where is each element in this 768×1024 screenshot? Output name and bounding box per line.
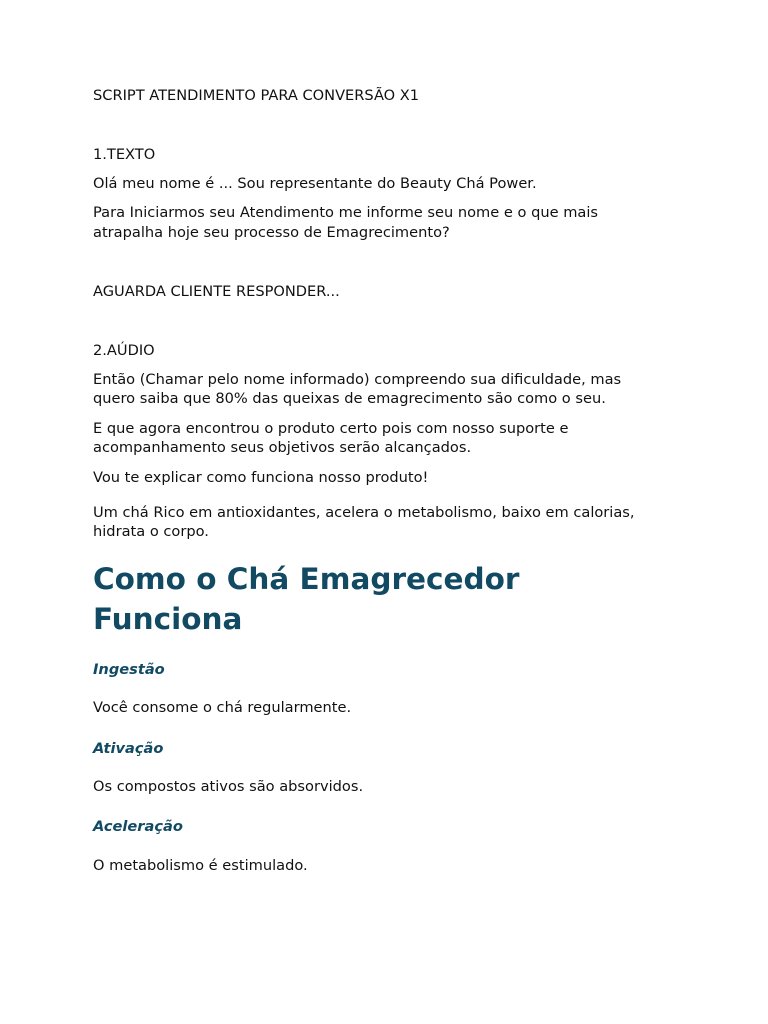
section-2-line-3: E que agora encontrou o produto certo pois com nosso suporte e	[93, 420, 569, 437]
step-ingestao-description: Você consome o chá regularmente.	[93, 699, 352, 716]
section-1-line-3: atrapalha hoje seu processo de Emagrecimento?	[93, 224, 450, 241]
section-2-line-2: quero saiba que 80% das queixas de emagrecimento são como o seu.	[93, 390, 606, 407]
section-1-label: 1.TEXTO	[93, 146, 156, 163]
section-2-line-4: acompanhamento seus objetivos serão alcançados.	[93, 439, 472, 456]
how-it-works-title-line-1: Como o Chá Emagrecedor	[93, 562, 520, 596]
section-2-line-7: hidrata o corpo.	[93, 523, 209, 540]
section-2-line-1: Então (Chamar pelo nome informado) compreendo sua dificuldade, mas	[93, 371, 622, 388]
wait-note: AGUARDA CLIENTE RESPONDER...	[93, 283, 340, 300]
step-aceleracao-title: Aceleração	[93, 818, 183, 835]
step-ingestao-title: Ingestão	[93, 661, 165, 678]
step-aceleracao-description: O metabolismo é estimulado.	[93, 857, 308, 874]
section-2-line-6: Um chá Rico em antioxidantes, acelera o metabolismo, baixo em calorias,	[93, 504, 635, 521]
step-ativacao-description: Os compostos ativos são absorvidos.	[93, 778, 364, 795]
script-title: SCRIPT ATENDIMENTO PARA CONVERSÃO X1	[93, 87, 420, 104]
step-ativacao-title: Ativação	[93, 740, 164, 757]
section-1-line-2: Para Iniciarmos seu Atendimento me informe seu nome e o que mais	[93, 204, 599, 221]
section-1-line-1: Olá meu nome é ... Sou representante do Beauty Chá Power.	[93, 175, 537, 192]
section-2-label: 2.AÚDIO	[93, 342, 155, 359]
how-it-works-title-line-2: Funciona	[93, 602, 243, 636]
section-2-line-5: Vou te explicar como funciona nosso produto!	[93, 469, 429, 486]
